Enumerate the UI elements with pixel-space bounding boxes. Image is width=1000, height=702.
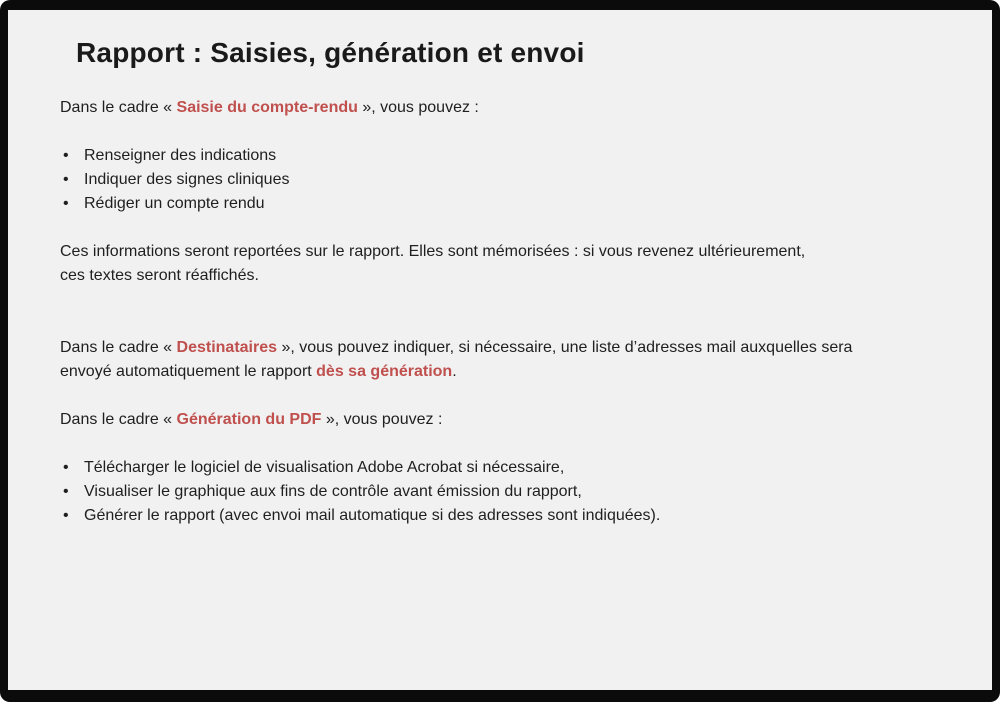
- text-line: [60, 360, 962, 384]
- list-item: • Renseigner des indications: [60, 144, 962, 168]
- list-item: • Rédiger un compte rendu: [60, 192, 962, 216]
- list-item: • Télécharger le logiciel de visualisation Adobe Acrobat si nécessaire,: [60, 456, 962, 480]
- list-item: • Générer le rapport (avec envoi mail automatique si des adresses sont indiquées).: [60, 504, 962, 528]
- paragraph-destinataires: [60, 336, 962, 384]
- highlight-saisie-du-compte-rendu: Saisie du compte-rendu: [176, 99, 358, 116]
- text-line: [60, 336, 962, 360]
- slide-body: [60, 96, 962, 528]
- text-line: Ces informations seront reportées sur le rapport. Elles sont mémorisées : si vous revenez ultérieurement,: [60, 243, 806, 260]
- list-item: • Indiquer des signes cliniques: [60, 168, 962, 192]
- text-segment: envoyé automatiquement le rapport: [60, 363, 317, 380]
- text-segment: Dans le cadre «: [60, 411, 177, 428]
- paragraph-generation-intro: [60, 408, 962, 432]
- text-line: ces textes seront réaffichés.: [60, 267, 259, 284]
- paragraph-memorisation: [60, 240, 962, 288]
- highlight-des-sa-generation: dès sa génération: [316, 363, 453, 380]
- bullet-list-generation: [60, 456, 962, 528]
- text-segment: Dans le cadre «: [60, 339, 177, 356]
- paragraph-saisie-intro: [60, 96, 962, 120]
- text-segment: », vous pouvez indiquer, si nécessaire, une liste d’adresses mail auxquelles sera: [277, 339, 853, 356]
- text-segment: », vous pouvez :: [357, 99, 479, 116]
- highlight-generation-du-pdf: Génération du PDF: [176, 411, 322, 428]
- bullet-list-saisie: [60, 144, 962, 216]
- text-segment: Dans le cadre «: [60, 99, 177, 116]
- list-item: • Visualiser le graphique aux fins de contrôle avant émission du rapport,: [60, 480, 962, 504]
- text-segment: », vous pouvez :: [321, 411, 443, 428]
- slide-title: Rapport : Saisies, génération et envoi: [76, 37, 585, 68]
- text-segment: .: [452, 363, 457, 380]
- highlight-destinataires: Destinataires: [176, 339, 278, 356]
